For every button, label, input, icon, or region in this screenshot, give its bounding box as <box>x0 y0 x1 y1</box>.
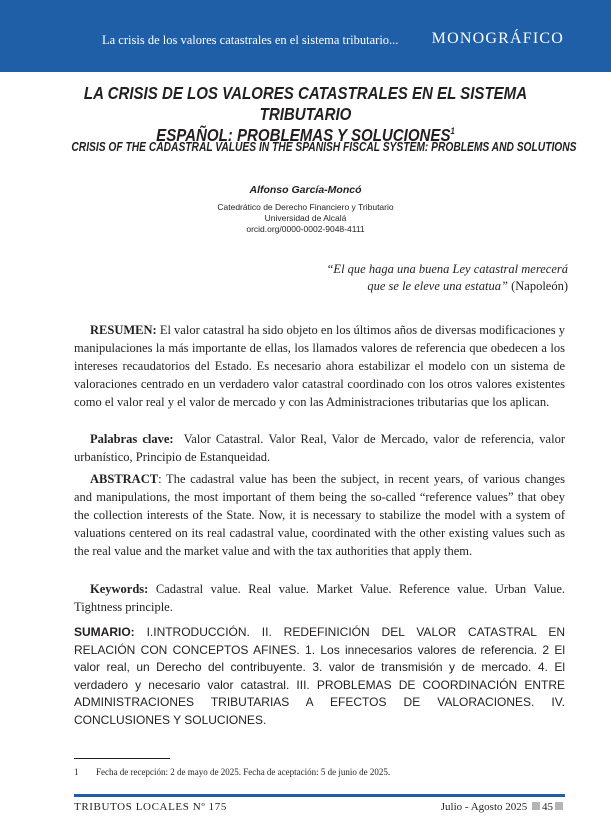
keywords-paragraph <box>74 580 565 616</box>
resumen-text: El valor catastral ha sido objeto en los últimos años de diversas modificaciones y manipulaciones la más importante de ellas, los llamados valores de referencia que obedecen a los intereses recaudatorios del Estado. Es necesario ahora estabilizar el modelo con un sistema de valoraciones centrado en un verdadero valor catastral coordinado con los otros valores existentes como el valor real y el valor de mercado y con las Administraciones tributarias que los aplican. <box>74 323 566 409</box>
header-band <box>0 0 611 72</box>
journal-name: TRIBUTOS LOCALES Nº 175 <box>74 801 227 813</box>
footer-rule <box>74 794 565 797</box>
sumario-text: I.INTRODUCCIÓN. II. REDEFINICIÓN DEL VALOR CATASTRAL EN RELACIÓN CON CONCEPTOS AFINES. 1. Los innecesarios valores de referencia. 2 El valor real, un Derecho del contribuyente. 3. valor de transmisión y de mercado. 4. El verdadero y necesario valor catastral. III. PROBLEMAS DE COORDINACIÓN ENTRE ADMINISTRACIONES TRIBUTARIAS A EFECTOS DE VALORACIONES. IV. CONCLUSIONES Y SOLUCIONES. <box>74 625 565 727</box>
palabras-clave-paragraph <box>74 430 565 466</box>
author-name: Alfonso García-Moncó <box>249 184 362 196</box>
running-title: La crisis de los valores catastrales en el sistema tributario... <box>102 33 399 47</box>
resumen-label: RESUMEN: <box>90 323 157 337</box>
footnote-divider <box>74 758 170 759</box>
affiliation-university: Universidad de Alcalá <box>264 213 347 223</box>
orcid-link[interactable]: orcid.org/0000-0002-9048-4111 <box>246 224 365 234</box>
epigraph-line-1: “El que haga una buena Ley catastral merecerá <box>326 262 568 276</box>
title-footnote-mark[interactable]: 1 <box>450 126 455 137</box>
epigraph <box>326 261 568 295</box>
sumario-label: SUMARIO: <box>74 625 135 639</box>
affiliation-position: Catedrático de Derecho Financiero y Tributario <box>217 202 394 212</box>
epigraph-attribution: (Napoleón) <box>511 279 568 293</box>
abstract-text: : The cadastral value has been the subject, in recent years, of various changes and manipulations, the most important of them being the so-called “reference values” that obey the collection interests of the State. Now, it is necessary to stabilize the model with a system of valuations centered on its real cadastral value, coordinated with the other existing values such as the real value and the market value and with the tax authorities that apply them. <box>74 472 565 558</box>
sumario-paragraph <box>74 624 565 729</box>
article-title <box>77 83 534 146</box>
footnote-number: 1 <box>74 767 79 777</box>
footnote-text: Fecha de recepción: 2 de mayo de 2025. Fecha de aceptación: 5 de junio de 2025. <box>96 767 391 777</box>
keywords-label: Keywords: <box>90 582 149 596</box>
keywords-text: Cadastral value. Real value. Market Value. Reference value. Urban Value. Tightness principle. <box>74 582 565 614</box>
article-title-english: CRISIS OF THE CADASTRAL VALUES IN THE SPANISH FISCAL SYSTEM: PROBLEMS AND SOLUTIONS <box>71 140 577 154</box>
square-marker-icon <box>555 802 563 810</box>
resumen-paragraph <box>74 321 565 411</box>
title-line-2: ESPAÑOL: PROBLEMAS Y SOLUCIONES <box>156 125 451 145</box>
page-number: 45 <box>542 801 553 813</box>
abstract-paragraph <box>74 470 565 560</box>
abstract-label: ABSTRACT <box>90 472 159 486</box>
square-marker-icon <box>532 802 540 810</box>
palabras-clave-text: Valor Catastral. Valor Real, Valor de Mercado, valor de referencia, valor urbanístico, Principio de Estanqueidad. <box>74 432 565 464</box>
footer-right <box>441 801 565 813</box>
section-label: MONOGRÁFICO <box>431 30 564 47</box>
epigraph-line-2: que se le eleve una estatua” <box>367 279 508 293</box>
footnote <box>74 767 390 777</box>
palabras-clave-label: Palabras clave: <box>90 432 174 446</box>
title-line-1: LA CRISIS DE LOS VALORES CATASTRALES EN EL SISTEMA TRIBUTARIO <box>83 83 528 124</box>
issue-date: Julio - Agosto 2025 <box>440 801 528 813</box>
